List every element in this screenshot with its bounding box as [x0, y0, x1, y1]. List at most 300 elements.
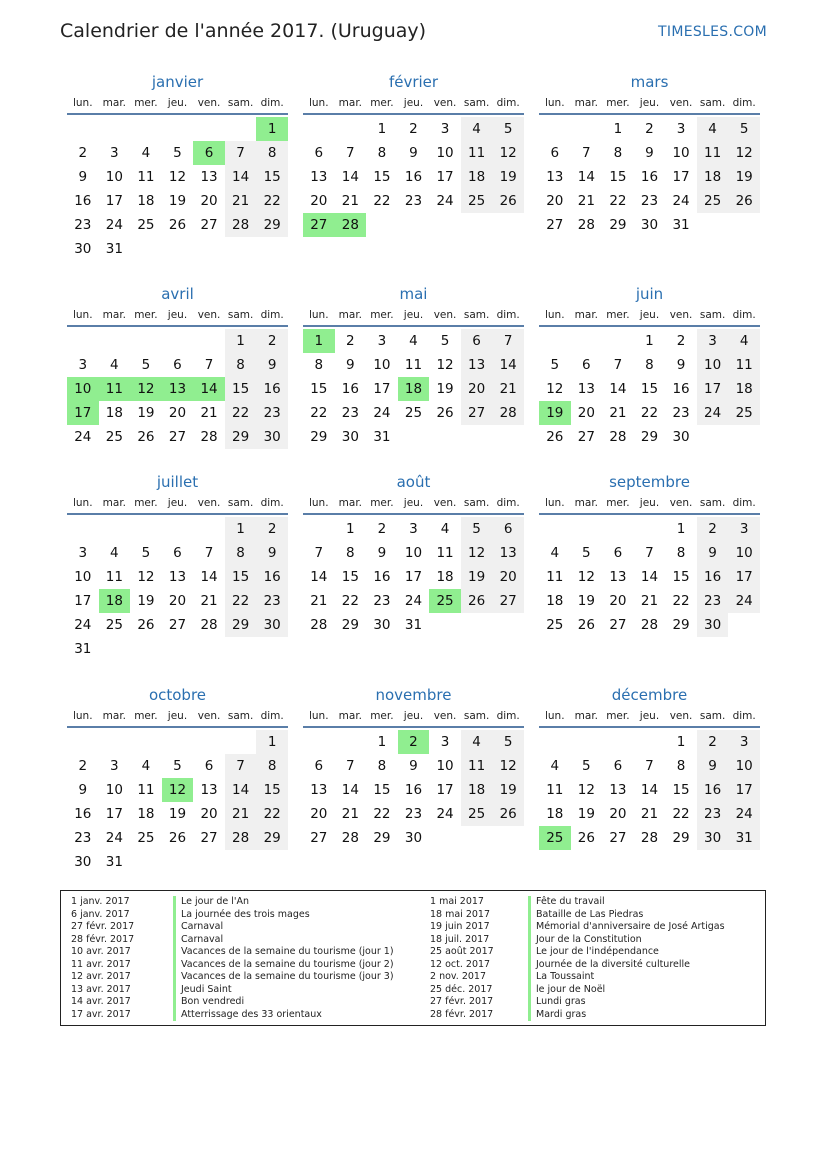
day-cell: 15	[310, 381, 328, 397]
day-cell: 7	[204, 545, 214, 561]
weekday-label: mar.	[102, 309, 127, 321]
day-cell: 2	[645, 121, 654, 137]
weekday-label: lun.	[72, 97, 93, 109]
day-cell: 8	[613, 145, 623, 161]
day-cell: 4	[141, 145, 151, 161]
holiday-name: Carnaval	[173, 921, 394, 934]
day-cell: 6	[314, 145, 324, 161]
day-cell: 28	[640, 617, 659, 633]
day-cell: 21	[310, 593, 328, 609]
weekday-label: ven.	[197, 309, 221, 321]
day-cell: 3	[440, 734, 450, 750]
holiday-names-left	[173, 896, 394, 1021]
day-cell: 29	[256, 213, 288, 237]
day-cell: 30	[74, 854, 92, 870]
day-cell: 14	[640, 782, 659, 798]
day-cell: 20	[168, 593, 187, 609]
day-cell: 26	[168, 830, 187, 846]
day-cell: 18	[137, 806, 155, 822]
day-cell: 18	[546, 806, 564, 822]
day-cell: 26	[492, 802, 524, 826]
day-cell: 14	[310, 569, 328, 585]
day-cell: 14	[341, 782, 359, 798]
holiday-name: Atterrissage des 33 orientaux	[173, 1009, 394, 1022]
day-cell: 21	[577, 193, 595, 209]
empty-cell	[99, 730, 131, 754]
day-cell: 17	[728, 565, 760, 589]
empty-cell	[539, 329, 571, 353]
day-cell: 22	[310, 405, 328, 421]
day-cell: 4	[110, 357, 119, 373]
holiday-day-cell: 28	[335, 213, 367, 237]
holiday-day-cell: 10	[67, 377, 99, 401]
weekday-label: dim.	[260, 309, 284, 321]
day-cell: 8	[314, 357, 324, 373]
day-cell: 9	[256, 353, 288, 377]
day-cell: 14	[577, 169, 595, 185]
day-cell: 9	[645, 145, 654, 161]
weekday-label: sam.	[699, 497, 726, 509]
day-cell: 4	[461, 117, 493, 141]
day-cell: 24	[728, 589, 760, 613]
weekday-label: lun.	[72, 309, 93, 321]
day-cell: 2	[256, 517, 288, 541]
day-cell: 16	[74, 806, 92, 822]
day-cell: 23	[672, 405, 690, 421]
weekday-header	[67, 305, 288, 327]
weekday-label: mar.	[102, 497, 127, 509]
day-cell: 28	[609, 429, 627, 445]
day-cell: 31	[404, 617, 423, 633]
day-cell: 21	[341, 193, 359, 209]
weekday-header	[67, 93, 288, 115]
holiday-date: 1 mai 2017	[430, 896, 484, 907]
day-cell: 4	[550, 545, 560, 561]
day-cell: 23	[74, 830, 92, 846]
empty-cell	[634, 730, 666, 754]
day-cell: 31	[728, 826, 760, 850]
day-cell: 20	[200, 806, 218, 822]
day-grid	[67, 329, 288, 449]
weekday-label: sam.	[463, 497, 490, 509]
holiday-name: Bon vendredi	[173, 996, 394, 1009]
empty-cell	[130, 329, 162, 353]
month-name: juin	[635, 285, 664, 303]
day-cell: 25	[105, 429, 123, 445]
day-cell: 1	[676, 521, 686, 537]
empty-cell	[602, 730, 634, 754]
day-cell: 28	[200, 617, 218, 633]
holiday-day-cell: 19	[539, 401, 571, 425]
weekday-label: lun.	[308, 497, 329, 509]
day-cell: 24	[105, 217, 123, 233]
weekday-label: jeu.	[639, 309, 660, 321]
day-cell: 13	[492, 541, 524, 565]
day-cell: 15	[225, 377, 257, 401]
day-cell: 9	[697, 754, 729, 778]
day-cell: 27	[200, 217, 218, 233]
weekday-label: sam.	[463, 97, 490, 109]
month-1	[67, 72, 288, 261]
day-cell: 5	[141, 545, 151, 561]
day-grid	[303, 517, 524, 637]
day-cell: 3	[728, 730, 760, 754]
day-cell: 6	[173, 545, 182, 561]
day-cell: 26	[577, 617, 595, 633]
weekday-label: mer.	[370, 710, 394, 722]
day-cell: 14	[200, 569, 218, 585]
weekday-label: ven.	[197, 710, 221, 722]
day-cell: 3	[78, 357, 88, 373]
holiday-date: 27 févr. 2017	[71, 921, 135, 932]
weekday-label: mer.	[134, 710, 158, 722]
empty-cell	[67, 329, 99, 353]
day-cell: 22	[640, 405, 659, 421]
weekday-label: mer.	[134, 97, 158, 109]
day-cell: 17	[373, 381, 391, 397]
day-cell: 22	[225, 401, 257, 425]
day-cell: 6	[492, 517, 524, 541]
weekday-label: sam.	[227, 497, 254, 509]
month-name: mars	[630, 73, 669, 91]
day-cell: 26	[168, 217, 187, 233]
day-cell: 12	[168, 169, 187, 185]
day-cell: 15	[256, 778, 288, 802]
day-cell: 30	[74, 241, 92, 257]
day-cell: 16	[341, 381, 359, 397]
day-cell: 19	[461, 565, 493, 589]
holiday-day-cell: 12	[162, 778, 194, 802]
day-cell: 27	[168, 617, 187, 633]
day-cell: 10	[697, 353, 729, 377]
day-cell: 22	[225, 589, 257, 613]
day-cell: 31	[105, 241, 123, 257]
day-cell: 7	[225, 754, 257, 778]
month-name: septembre	[609, 473, 690, 491]
day-cell: 3	[728, 517, 760, 541]
day-cell: 28	[225, 826, 257, 850]
day-cell: 2	[78, 758, 88, 774]
day-cell: 7	[314, 545, 324, 561]
day-cell: 16	[373, 569, 391, 585]
day-cell: 23	[404, 193, 423, 209]
day-cell: 6	[314, 758, 324, 774]
day-cell: 30	[404, 830, 423, 846]
month-7	[67, 472, 288, 661]
day-cell: 28	[577, 217, 595, 233]
day-grid	[67, 517, 288, 661]
empty-cell	[67, 517, 99, 541]
day-cell: 14	[225, 778, 257, 802]
day-cell: 17	[105, 806, 123, 822]
holiday-day-cell: 6	[193, 141, 225, 165]
holiday-name: le jour de Noël	[528, 984, 725, 997]
day-cell: 23	[697, 802, 729, 826]
weekday-label: mar.	[338, 309, 363, 321]
day-cell: 6	[173, 357, 182, 373]
holiday-day-cell: 25	[539, 826, 571, 850]
day-cell: 30	[640, 217, 659, 233]
holiday-day-cell: 17	[67, 401, 99, 425]
empty-cell	[67, 117, 99, 141]
day-cell: 26	[436, 405, 454, 421]
brand-link[interactable]: TIMESLES.COM	[658, 24, 767, 40]
day-cell: 5	[582, 545, 591, 561]
day-cell: 5	[440, 333, 450, 349]
day-cell: 8	[225, 353, 257, 377]
day-cell: 31	[74, 641, 92, 657]
day-cell: 25	[404, 405, 423, 421]
month-name: janvier	[151, 73, 204, 91]
weekday-label: dim.	[260, 97, 284, 109]
empty-cell	[99, 517, 131, 541]
day-cell: 1	[346, 521, 355, 537]
day-cell: 24	[436, 193, 454, 209]
day-cell: 10	[74, 569, 92, 585]
weekday-label: mar.	[338, 497, 363, 509]
month-5	[303, 284, 524, 449]
weekday-label: jeu.	[167, 497, 188, 509]
holiday-date: 12 avr. 2017	[71, 971, 131, 982]
day-cell: 21	[492, 377, 524, 401]
holiday-day-cell: 11	[99, 377, 131, 401]
day-cell: 13	[461, 353, 493, 377]
page-title: Calendrier de l'année 2017. (Uruguay)	[60, 20, 427, 42]
weekday-label: mer.	[370, 97, 394, 109]
day-cell: 25	[728, 401, 760, 425]
day-cell: 22	[373, 806, 391, 822]
day-cell: 23	[256, 589, 288, 613]
holiday-date: 25 août 2017	[430, 946, 494, 957]
holiday-date: 12 oct. 2017	[430, 958, 491, 970]
day-cell: 2	[697, 730, 729, 754]
day-cell: 29	[310, 429, 328, 445]
month-name: mai	[399, 285, 428, 303]
day-cell: 27	[310, 830, 328, 846]
day-cell: 8	[225, 541, 257, 565]
weekday-label: mar.	[574, 97, 599, 109]
holiday-date: 17 avr. 2017	[71, 1008, 131, 1020]
weekday-label: ven.	[669, 710, 693, 722]
weekday-label: dim.	[260, 497, 284, 509]
day-cell: 10	[436, 145, 454, 161]
holiday-day-cell: 1	[256, 117, 288, 141]
day-cell: 27	[200, 830, 218, 846]
day-cell: 23	[697, 589, 729, 613]
day-cell: 1	[676, 734, 686, 750]
day-grid	[67, 730, 288, 874]
holiday-name: Bataille de Las Piedras	[528, 909, 725, 922]
empty-cell	[130, 117, 162, 141]
day-cell: 2	[409, 121, 418, 137]
empty-cell	[539, 730, 571, 754]
day-cell: 3	[440, 121, 450, 137]
day-cell: 20	[609, 593, 627, 609]
day-cell: 12	[728, 141, 760, 165]
day-grid	[303, 117, 524, 237]
day-cell: 21	[225, 802, 257, 826]
day-cell: 9	[256, 541, 288, 565]
month-12	[539, 685, 760, 850]
day-cell: 23	[256, 401, 288, 425]
day-cell: 6	[613, 545, 623, 561]
empty-cell	[225, 117, 257, 141]
holiday-day-cell: 14	[193, 377, 225, 401]
day-cell: 1	[613, 121, 623, 137]
day-cell: 15	[672, 782, 690, 798]
day-cell: 13	[310, 782, 328, 798]
day-cell: 18	[546, 593, 564, 609]
empty-cell	[602, 517, 634, 541]
weekday-label: dim.	[496, 309, 520, 321]
weekday-label: sam.	[463, 710, 490, 722]
weekday-label: jeu.	[403, 710, 424, 722]
day-cell: 28	[310, 617, 328, 633]
weekday-label: ven.	[433, 710, 457, 722]
day-cell: 17	[728, 778, 760, 802]
day-cell: 7	[346, 145, 355, 161]
holidays-legend	[60, 890, 766, 1026]
holiday-dates-right	[430, 896, 494, 1021]
day-cell: 8	[676, 758, 686, 774]
month-name: avril	[161, 285, 194, 303]
holiday-day-cell: 2	[398, 730, 430, 754]
day-cell: 24	[728, 802, 760, 826]
weekday-header	[303, 493, 524, 515]
day-cell: 23	[74, 217, 92, 233]
empty-cell	[162, 517, 194, 541]
day-cell: 20	[546, 193, 564, 209]
day-cell: 11	[697, 141, 729, 165]
day-cell: 15	[609, 169, 627, 185]
day-cell: 12	[137, 569, 155, 585]
day-cell: 29	[640, 429, 659, 445]
empty-cell	[303, 517, 335, 541]
day-cell: 13	[546, 169, 564, 185]
day-cell: 26	[137, 429, 155, 445]
empty-cell	[162, 117, 194, 141]
day-cell: 17	[436, 782, 454, 798]
day-cell: 14	[225, 165, 257, 189]
day-cell: 24	[404, 593, 423, 609]
day-cell: 17	[74, 593, 92, 609]
weekday-label: mer.	[134, 309, 158, 321]
day-cell: 1	[225, 329, 257, 353]
day-cell: 13	[200, 782, 218, 798]
day-cell: 12	[492, 141, 524, 165]
weekday-header	[67, 493, 288, 515]
day-cell: 14	[640, 569, 659, 585]
weekday-label: lun.	[308, 309, 329, 321]
day-cell: 14	[341, 169, 359, 185]
month-3	[539, 72, 760, 237]
day-cell: 2	[346, 333, 355, 349]
day-cell: 6	[204, 758, 214, 774]
weekday-label: dim.	[732, 710, 756, 722]
day-cell: 1	[377, 121, 387, 137]
empty-cell	[99, 329, 131, 353]
day-cell: 21	[200, 405, 218, 421]
holiday-day-cell: 12	[130, 377, 162, 401]
day-cell: 24	[672, 193, 690, 209]
day-cell: 9	[377, 545, 387, 561]
weekday-label: sam.	[463, 309, 490, 321]
holiday-day-cell: 27	[303, 213, 335, 237]
day-grid	[303, 730, 524, 850]
day-grid	[539, 730, 760, 850]
day-cell: 11	[461, 141, 493, 165]
month-11	[303, 685, 524, 850]
day-cell: 11	[436, 545, 454, 561]
day-cell: 27	[609, 617, 627, 633]
day-cell: 9	[78, 169, 88, 185]
weekday-header	[303, 93, 524, 115]
day-cell: 14	[609, 381, 627, 397]
empty-cell	[99, 117, 131, 141]
weekday-label: ven.	[433, 97, 457, 109]
month-10	[67, 685, 288, 874]
day-cell: 21	[225, 189, 257, 213]
day-cell: 26	[137, 617, 155, 633]
day-grid	[539, 517, 760, 637]
day-cell: 22	[373, 193, 391, 209]
weekday-header	[539, 305, 760, 327]
day-grid	[67, 117, 288, 261]
day-cell: 19	[436, 381, 454, 397]
day-cell: 9	[409, 758, 418, 774]
day-cell: 7	[645, 758, 654, 774]
day-cell: 18	[461, 165, 493, 189]
day-cell: 5	[728, 117, 760, 141]
weekday-label: jeu.	[639, 497, 660, 509]
holiday-name: Fête du travail	[528, 896, 725, 909]
weekday-label: ven.	[197, 97, 221, 109]
day-cell: 18	[436, 569, 454, 585]
day-cell: 4	[409, 333, 418, 349]
day-cell: 11	[404, 357, 423, 373]
weekday-label: ven.	[669, 497, 693, 509]
day-cell: 20	[577, 405, 595, 421]
day-cell: 9	[697, 541, 729, 565]
weekday-label: sam.	[227, 97, 254, 109]
weekday-label: lun.	[308, 97, 329, 109]
holiday-day-cell: 1	[303, 329, 335, 353]
empty-cell	[335, 730, 367, 754]
day-cell: 11	[137, 782, 155, 798]
day-cell: 21	[640, 806, 659, 822]
day-cell: 1	[225, 517, 257, 541]
day-cell: 1	[256, 730, 288, 754]
day-cell: 13	[609, 782, 627, 798]
day-cell: 25	[137, 830, 155, 846]
day-cell: 19	[492, 778, 524, 802]
day-cell: 9	[409, 145, 418, 161]
empty-cell	[335, 117, 367, 141]
day-cell: 29	[225, 613, 257, 637]
weekday-label: ven.	[433, 497, 457, 509]
holiday-dates-left	[71, 896, 134, 1021]
day-cell: 9	[346, 357, 355, 373]
month-4	[67, 284, 288, 449]
day-cell: 16	[74, 193, 92, 209]
day-cell: 4	[461, 730, 493, 754]
day-cell: 13	[577, 381, 595, 397]
holiday-date: 10 avr. 2017	[71, 946, 131, 957]
empty-cell	[193, 117, 225, 141]
day-cell: 17	[105, 193, 123, 209]
day-cell: 22	[672, 806, 690, 822]
weekday-header	[303, 305, 524, 327]
